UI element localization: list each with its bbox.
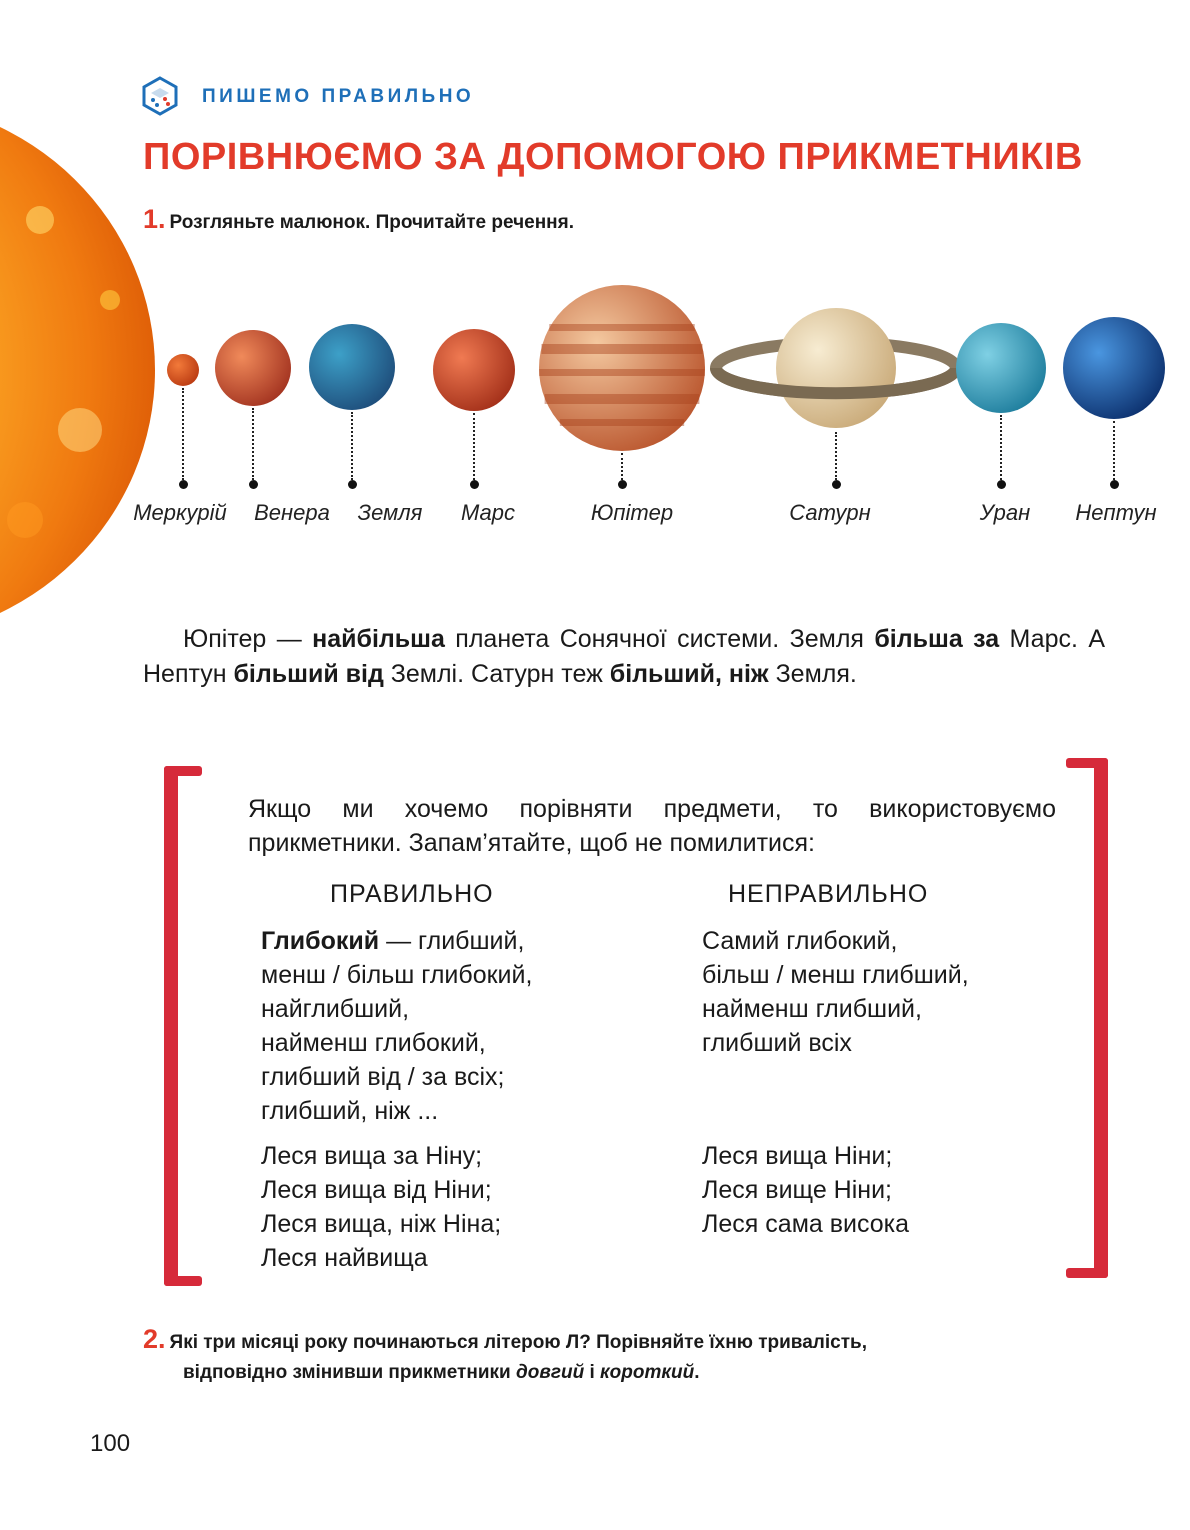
planet-7 (956, 323, 1046, 413)
list-item: Леся вища від Ніни; (261, 1176, 492, 1204)
planet-leader-dot (832, 480, 841, 489)
list-item: Леся сама висока (702, 1210, 910, 1238)
rule-intro: Якщо ми хочемо порівняти предмети, то використовуємо прикметники. Запам’ятайте, щоб не помилитися: (248, 795, 1056, 857)
planet-label: Земля (357, 500, 423, 525)
bold-word: більший від (233, 660, 384, 688)
incorrect-list-2 (702, 1139, 909, 1241)
list-item: Леся вища, ніж Ніна; (261, 1210, 502, 1238)
planet-leader-line (621, 453, 623, 480)
planet-sphere (1063, 317, 1165, 419)
page-title: ПОРІВНЮЄМО ЗА ДОПОМОГОЮ ПРИКМЕТНИКІВ (143, 136, 1083, 178)
jupiter-band (560, 419, 684, 426)
planet-sphere (433, 329, 515, 411)
italic-word: довгий (516, 1362, 585, 1383)
planet-leader-line (252, 408, 254, 480)
planet-label: Юпітер (590, 500, 674, 525)
planet-leader-dot (249, 480, 258, 489)
planet-leader-dot (348, 480, 357, 489)
right-bracket-top (1066, 758, 1108, 768)
task-number: 1. (143, 204, 166, 234)
list-item: глибший від / за всіх; (261, 1063, 505, 1091)
planet-sphere (776, 308, 896, 428)
list-item: глибший всіх (702, 1029, 852, 1057)
list-item: менш / більш глибокий, (261, 961, 533, 989)
planet-label: Меркурій (133, 500, 227, 525)
planets-illustration (0, 280, 1190, 500)
list-item: найменш глибший, (702, 995, 922, 1023)
jupiter-band (541, 344, 702, 354)
task-1 (143, 204, 574, 235)
planet-label: Уран (979, 500, 1031, 525)
planet-sphere (539, 285, 705, 451)
planet-leader-line (473, 413, 475, 480)
correct-list-1: Глибокий — глибший, менш / більш глибокий, найглибший, найменш глибокий, глибший від / за всіх; глибший, ніж ... (261, 924, 532, 1128)
planet-leader-dot (470, 480, 479, 489)
bold-word: більший, ніж (609, 660, 769, 688)
planet-leader-line (1113, 421, 1115, 480)
planet-leader-line (1000, 415, 1002, 480)
list-item: найменш глибокий, (261, 1029, 486, 1057)
list-item: Леся вище Ніни; (702, 1176, 893, 1204)
bold-word: Глибокий (261, 927, 380, 955)
left-bracket-bottom (164, 1276, 202, 1286)
right-bracket-bottom (1066, 1268, 1108, 1278)
list-item: Леся вища за Ніну; (261, 1142, 483, 1170)
intro-paragraph: Юпітер — найбільша планета Сонячної системи. Земля більша за Марс. А Нептун більший від Землі. Сатурн теж більший, ніж Земля. (143, 625, 1106, 688)
bold-word: більша за (874, 625, 1000, 653)
correct-header: ПРАВИЛЬНО (330, 880, 494, 908)
planet-sphere (167, 354, 199, 386)
planet-8 (1063, 317, 1165, 419)
planet-label: Марс (460, 500, 516, 525)
planet-leader-dot (1110, 480, 1119, 489)
incorrect-list-1 (702, 924, 969, 1060)
jupiter-band (549, 324, 694, 331)
list-item: більш / менш глибший, (702, 961, 969, 989)
left-bracket (164, 766, 178, 1286)
task-text-line1: Які три місяці року починаються літерою Л? Порівняйте їхню тривалість, (169, 1332, 867, 1353)
planet-leader-dot (997, 480, 1006, 489)
jupiter-band (539, 369, 705, 376)
list-item: Леся найвища (261, 1244, 428, 1272)
left-bracket-top (164, 766, 202, 776)
planet-4 (433, 329, 515, 411)
planet-1 (167, 354, 199, 386)
task-number: 2. (143, 1324, 166, 1354)
planet-leader-line (351, 412, 353, 480)
planet-sphere (309, 324, 395, 410)
list-item: Самий глибокий, (702, 927, 898, 955)
planet-label: Венера (254, 500, 330, 525)
italic-word: короткий (600, 1362, 695, 1383)
right-bracket (1094, 758, 1108, 1278)
incorrect-header: НЕПРАВИЛЬНО (728, 880, 929, 908)
page-number: 100 (90, 1430, 131, 1457)
planet-2 (215, 330, 291, 406)
planet-6 (716, 308, 956, 428)
planet-leader-line (182, 388, 184, 480)
task-text-line2: відповідно змінивши прикметники довгий і короткий. (183, 1362, 700, 1383)
list-item: глибший, ніж ... (261, 1097, 439, 1125)
list-item: найглибший, (261, 995, 410, 1023)
planet-leader-dot (179, 480, 188, 489)
planet-sphere (956, 323, 1046, 413)
planet-label: Сатурн (789, 500, 871, 525)
correct-list-2 (261, 1139, 501, 1275)
task-2 (143, 1324, 1103, 1388)
planet-label: Нептун (1075, 500, 1157, 525)
bold-word: найбільша (312, 625, 445, 653)
planet-3 (309, 324, 395, 410)
planet-leader-line (835, 432, 837, 480)
planet-sphere (215, 330, 291, 406)
section-label: ПИШЕМО ПРАВИЛЬНО (202, 86, 475, 107)
jupiter-band (545, 394, 700, 404)
dice-icon (141, 76, 179, 116)
planet-5 (539, 285, 705, 451)
planet-leader-dot (618, 480, 627, 489)
list-item: Леся вища Ніни; (702, 1142, 893, 1170)
task-text: Розгляньте малюнок. Прочитайте речення. (169, 212, 575, 233)
